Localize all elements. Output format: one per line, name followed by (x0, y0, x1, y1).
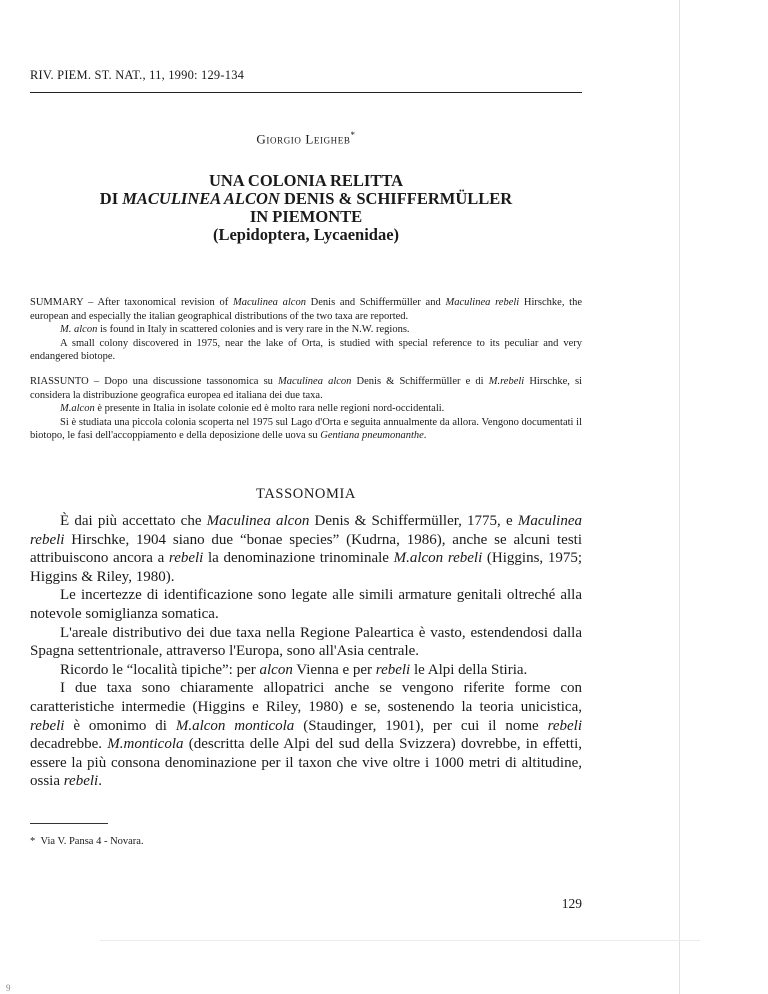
margin-mark: 9 (6, 983, 11, 993)
summary-text: Hirschke, the european and especially the italian geographical distributions of the two taxa are reported. (30, 297, 583, 322)
riassunto-text: Si è studiata una piccola colonia scoperta nel 1975 sul Lago d'Orta e seguita annualmente da allora. Vengono documentati il biotopo, le fasi dell'accoppiamento e della deposizione delle uova su (30, 416, 582, 442)
page-edge-line (679, 0, 680, 994)
body-text-run: Denis & Schiffermüller, 1775, e (309, 513, 518, 529)
summary-paragraph-1 (30, 296, 582, 323)
species-name: rebeli (63, 773, 99, 790)
riassunto-text: Hirschke, si considera la distribuzione geografica europea ed italiana dei due taxa. (30, 376, 582, 401)
title-line-1: UNA COLONIA RELITTA (208, 171, 404, 190)
header-rule (30, 92, 582, 93)
species-name: rebeli (30, 717, 65, 734)
author-line (30, 130, 582, 147)
section-heading: TASSONOMIA (256, 486, 356, 502)
body-text-run: è omonimo di (64, 717, 176, 734)
body-text-run: I due taxa sono chiaramente allopatrici anche se vengono riferite forme con caratteristiche intermedie (Higgins e Riley, 1980) e se, sostenendo la teoria unicistica, (30, 680, 582, 715)
summary-paragraph-3 (30, 337, 582, 364)
body-text-run: le Alpi della Stiria. (410, 661, 528, 678)
riassunto-text: . (423, 430, 427, 442)
title-line-3: IN PIEMONTE (249, 207, 363, 226)
species-name: M.monticola (107, 736, 184, 753)
riassunto-block (30, 375, 582, 443)
title-line-4: (Lepidoptera, Lycaenidae) (212, 225, 400, 244)
body-text-run: (Higgins, 1975; Higgins & Riley, 1980). (30, 550, 582, 585)
riassunto-label: RIASSUNTO (30, 376, 89, 387)
body-text-run: Ricordo le “località tipiche”: per (60, 661, 260, 678)
journal-line: RIV. PIEM. ST. NAT., 11, 1990: 129-134 (30, 68, 245, 82)
title-line-2 (30, 190, 582, 208)
riassunto-dash: – (88, 376, 105, 387)
species-name: Maculinea alcon (206, 513, 310, 529)
body-text-run: decadrebbe. (30, 736, 108, 753)
author-name: Giorgio Leigheb (256, 131, 351, 147)
article-title (30, 172, 582, 244)
author-footnote-mark: * (350, 130, 356, 140)
title-authority: DENIS & SCHIFFERMÜLLER (279, 189, 513, 208)
body-text-run: L'areale distributivo dei due taxa nella Regione Paleartica è vasto, estendendosi dalla Spagna settentrionale, attraverso l'Europa, sono all'Asia centrale. (30, 624, 582, 660)
riassunto-text: Dopo una discussione tassonomica su (104, 376, 279, 387)
scan-bottom-edge (100, 940, 700, 941)
body-text-run: Hirschke, 1904 siano due “bonae species” (Kudrna, 1986), anche se alcuni testi attribuiscono ancora a (30, 531, 582, 567)
title-species: MACULINEA ALCON (122, 189, 280, 208)
species-name: Maculinea rebeli (30, 513, 582, 548)
body-paragraph-2 (30, 586, 582, 623)
species-name: Maculinea alcon (232, 297, 306, 308)
body-text-run: . (98, 773, 102, 790)
summary-text: Denis and Schiffermüller and (305, 297, 446, 308)
species-name: rebeli (547, 717, 583, 734)
journal-header (30, 68, 582, 83)
summary-text: is found in Italy in scattered colonies and is very rare in the N.W. regions. (97, 324, 410, 336)
species-name: Maculinea rebeli (445, 297, 520, 308)
body-paragraph-3 (30, 624, 582, 661)
body-text-run: Vienna e per (292, 661, 376, 678)
species-name: rebeli (375, 661, 411, 678)
species-name: M.alcon monticola (175, 717, 295, 734)
summary-text: After taxonomical revision of (97, 297, 233, 308)
summary-block (30, 296, 582, 364)
page-number: 129 (561, 896, 582, 911)
species-name: M.alcon rebeli (393, 550, 483, 567)
species-name: M.rebeli (488, 376, 525, 387)
body-text-run: Le incertezze di identificazione sono legate alle simili armature genitali oltreché alla notevole somiglianza somatica. (30, 587, 582, 622)
riassunto-text: Denis & Schiffermüller e di (351, 376, 489, 387)
body-text-run: È dai più accettato che (60, 513, 207, 529)
body-paragraph-4 (30, 661, 582, 680)
riassunto-text: è presente in Italia in isolate colonie ed è molto rara nelle regioni nord-occidentali. (94, 403, 445, 415)
footnote (30, 836, 144, 847)
riassunto-paragraph-3 (30, 416, 582, 443)
body-paragraph-1 (30, 512, 582, 586)
species-name: Maculinea alcon (278, 376, 352, 387)
riassunto-paragraph-2 (30, 402, 582, 416)
body-paragraph-5 (30, 679, 582, 791)
title-prefix: DI (99, 189, 123, 208)
footnote-mark: * (30, 836, 36, 847)
species-name: M. alcon (60, 324, 98, 336)
species-name: rebeli (168, 550, 204, 567)
summary-label: SUMMARY (30, 297, 84, 308)
body-text-run: (Staudinger, 1901), per cui il nome (294, 717, 548, 734)
footnote-rule (30, 823, 108, 824)
body-text (30, 512, 582, 791)
footnote-text: Via V. Pansa 4 - Novara. (40, 836, 144, 847)
summary-dash: – (83, 297, 98, 308)
species-name: alcon (259, 661, 293, 678)
summary-text: A small colony discovered in 1975, near the lake of Orta, is studied with special reference to its peculiar and very endangered biotope. (30, 337, 582, 363)
riassunto-paragraph-1 (30, 375, 582, 402)
body-text-run: (descritta delle Alpi del sud della Svizzera) dovrebbe, in effetti, essere la più consona denominazione per il taxon che vive oltre i 1000 metri di altitudine, ossia (30, 736, 582, 790)
species-name: Gentiana pneumonanthe (320, 430, 424, 442)
species-name: M.alcon (60, 403, 95, 415)
body-text-run: la denominazione trinominale (203, 550, 394, 567)
summary-paragraph-2 (30, 323, 582, 337)
